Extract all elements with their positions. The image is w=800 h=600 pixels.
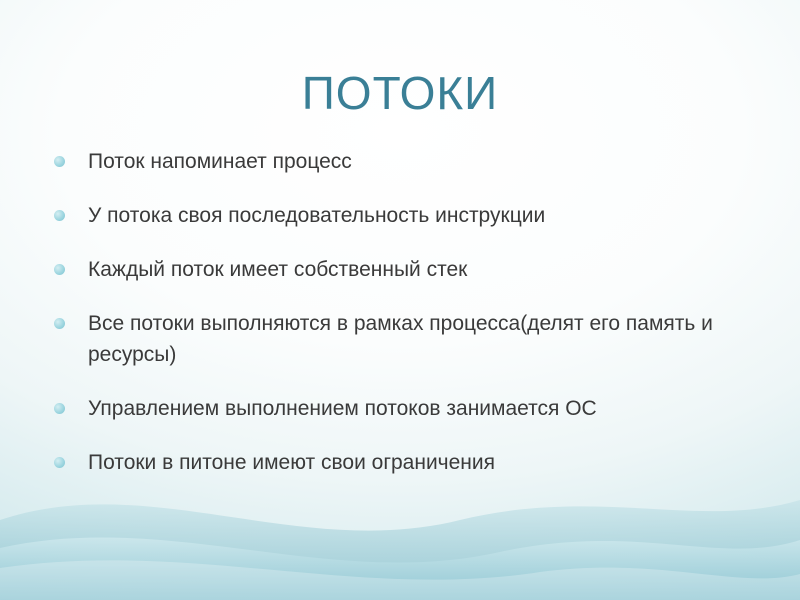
bullet-item <box>54 146 754 177</box>
bullet-text: Все потоки выполняются в рамках процесса(делят его память и ресурсы) <box>88 312 713 366</box>
bullet-text: У потока своя последовательность инструкции <box>88 204 546 227</box>
bullet-item <box>54 200 754 231</box>
bullet-list <box>54 146 754 501</box>
bullet-dot-icon <box>54 264 65 275</box>
bullet-dot-icon <box>54 318 65 329</box>
bullet-item <box>54 447 754 478</box>
bullet-item <box>54 393 754 424</box>
bullet-text: Поток напоминает процесс <box>88 150 352 173</box>
bullet-dot-icon <box>54 156 65 167</box>
bullet-item <box>54 254 754 285</box>
bullet-text: Потоки в питоне имеют свои ограничения <box>88 451 495 474</box>
slide-title: ПОТОКИ <box>301 67 499 119</box>
bullet-dot-icon <box>54 403 65 414</box>
bullet-dot-icon <box>54 210 65 221</box>
bullet-item <box>54 308 754 370</box>
bullet-dot-icon <box>54 457 65 468</box>
bullet-text: Управлением выполнением потоков занимается ОС <box>88 397 597 420</box>
bullet-text: Каждый поток имеет собственный стек <box>88 258 468 281</box>
